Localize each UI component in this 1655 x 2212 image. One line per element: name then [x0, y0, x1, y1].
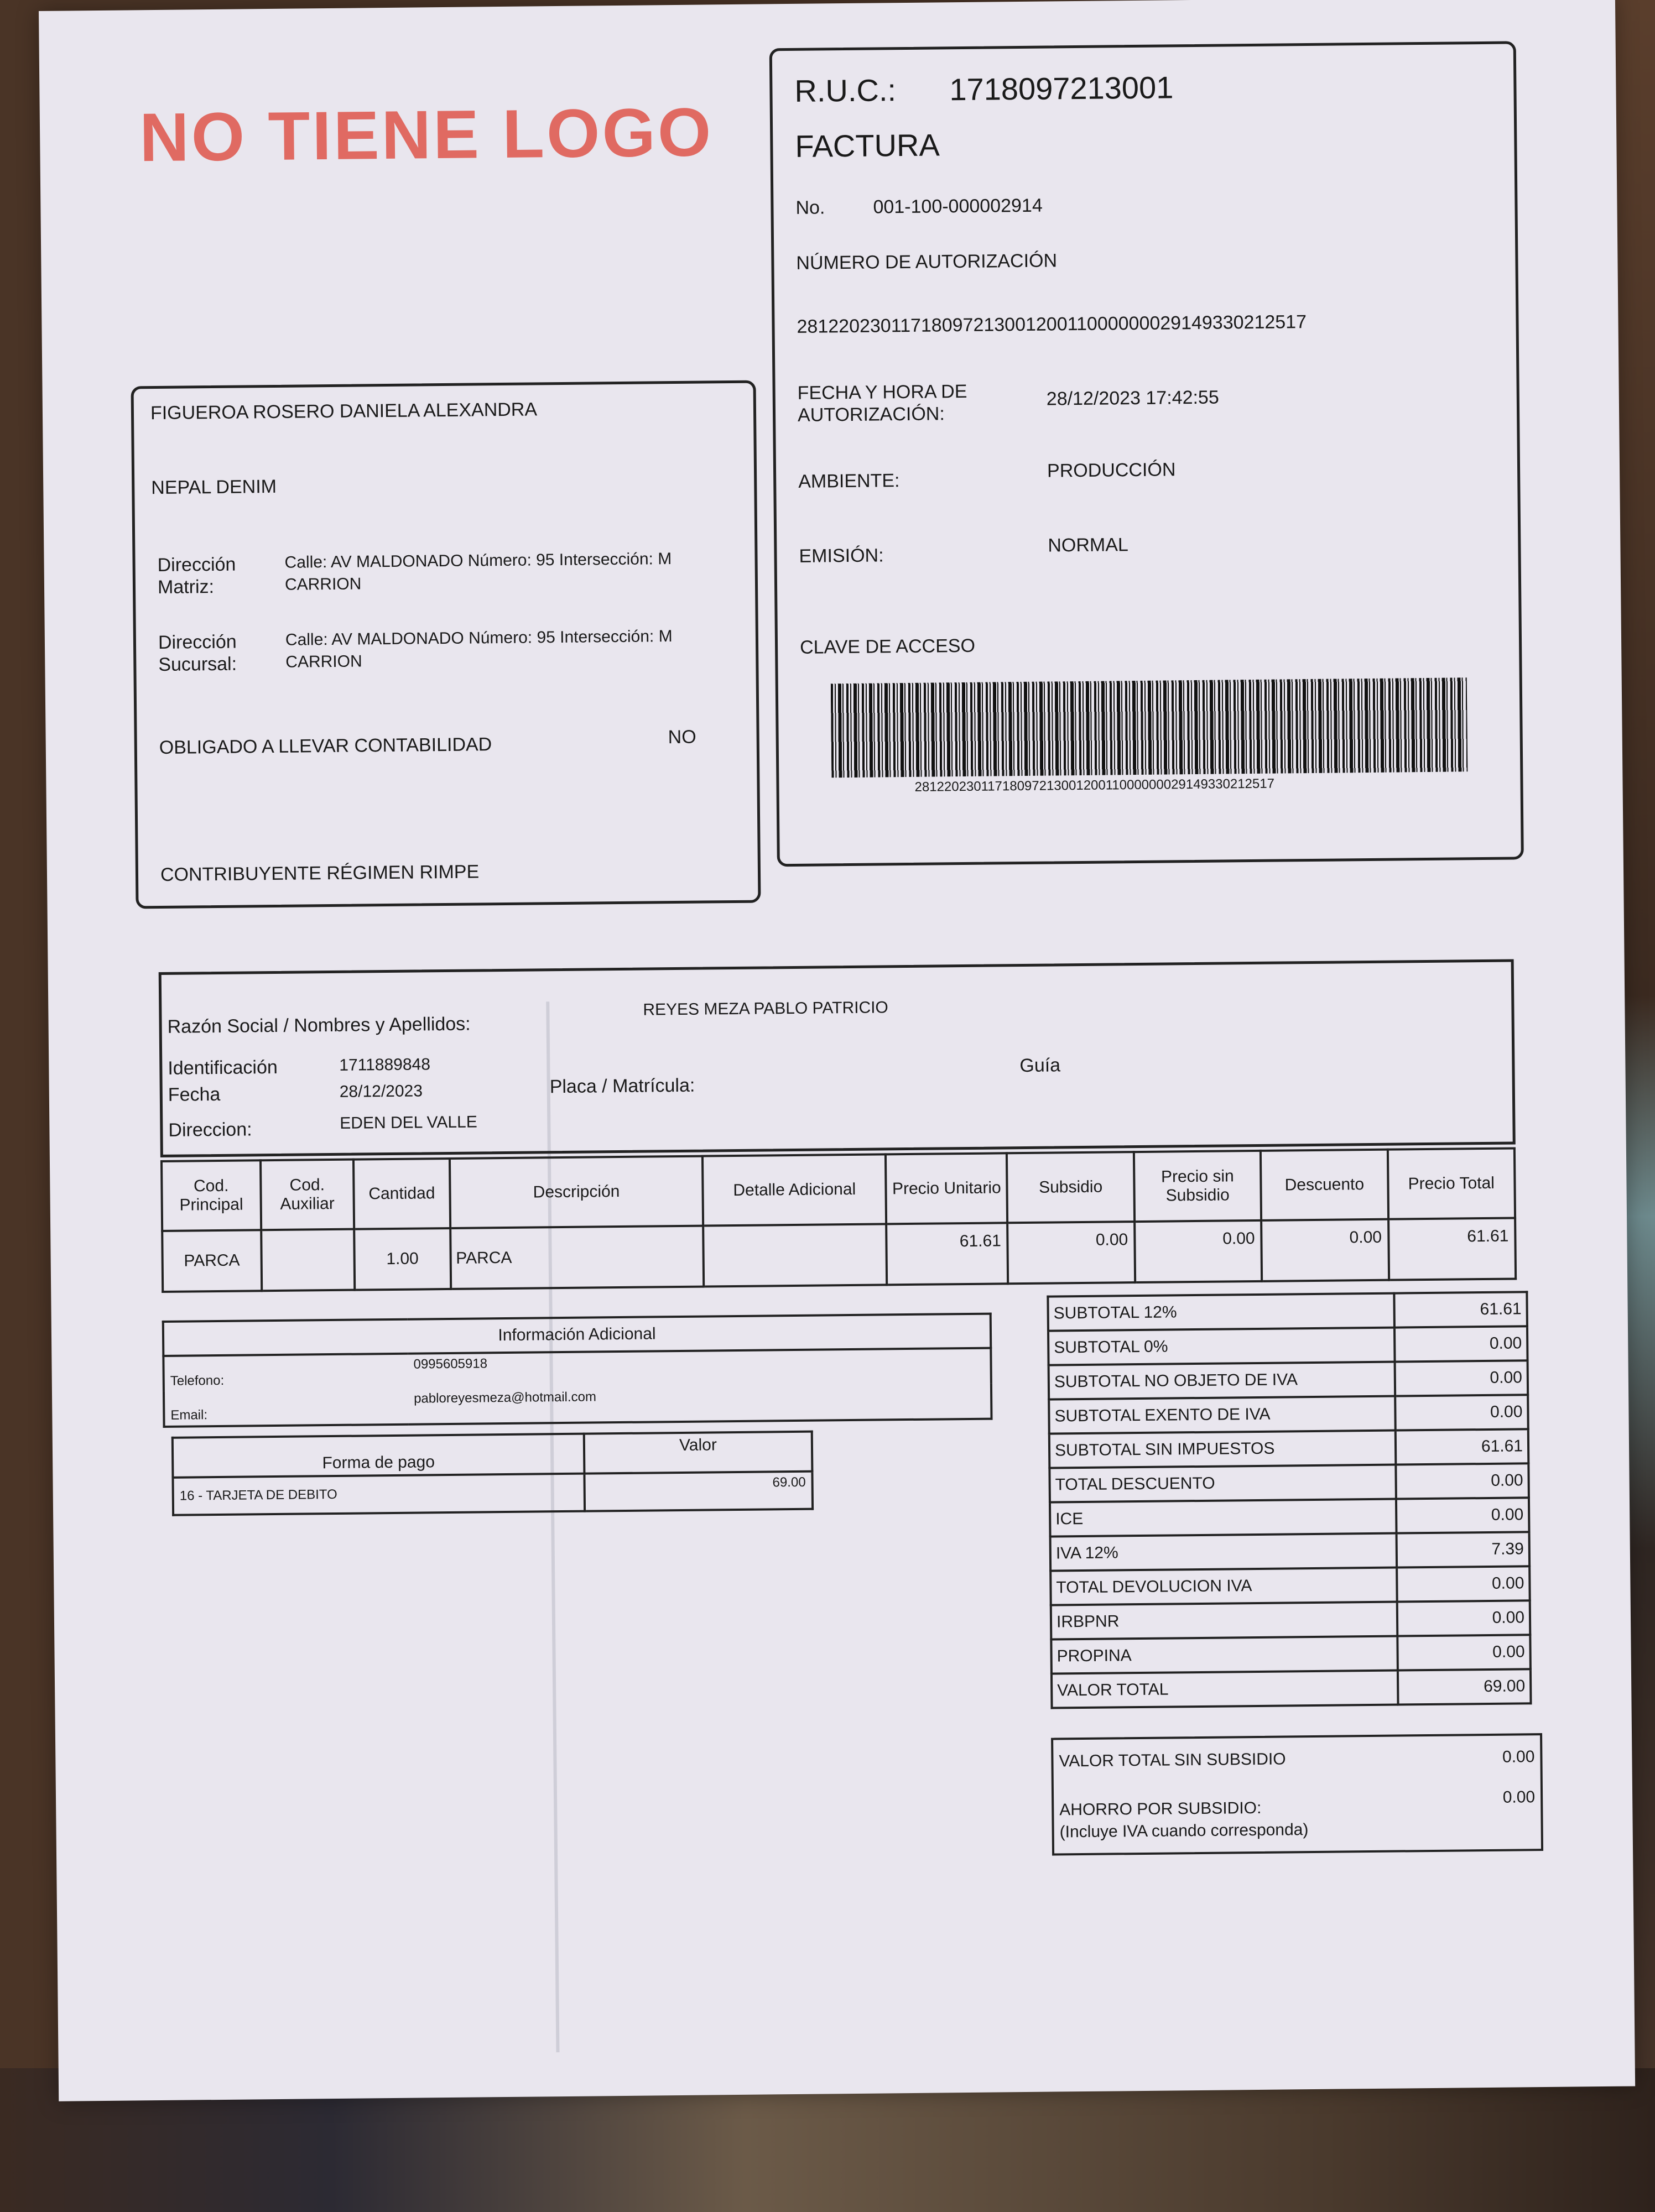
fecha-auth-value: 28/12/2023 17:42:55	[1046, 387, 1219, 410]
total-value: 0.00	[1397, 1566, 1530, 1601]
total-label: SUBTOTAL SIN IMPUESTOS	[1049, 1431, 1396, 1468]
total-value: 0.00	[1396, 1463, 1529, 1499]
total-value: 7.39	[1397, 1532, 1530, 1567]
barcode-number: 2812202301171809721300120011000000029149330212517	[914, 776, 1275, 795]
total-value: 0.00	[1397, 1600, 1531, 1636]
totales-row	[1051, 1600, 1531, 1639]
cell-precio-unitario: 61.61	[886, 1223, 1008, 1285]
cell-precio-sin-subsidio: 0.00	[1134, 1220, 1262, 1282]
total-value: 0.00	[1395, 1395, 1528, 1430]
total-label: IRBPNR	[1051, 1602, 1398, 1640]
total-value: 0.00	[1394, 1326, 1528, 1361]
col-cantidad: Cantidad	[353, 1159, 450, 1229]
forma-pago-label: Forma de pago	[173, 1434, 585, 1478]
total-label: VALOR TOTAL	[1052, 1671, 1398, 1708]
totales-row	[1049, 1360, 1528, 1399]
fecha-label: Fecha	[168, 1083, 221, 1105]
email-value: pabloreyesmeza@hotmail.com	[408, 1384, 992, 1425]
total-label: PROPINA	[1051, 1636, 1398, 1674]
info-adicional-title: Información Adicional	[163, 1314, 991, 1356]
valor-sin-subsidio-value: 0.00	[1502, 1747, 1535, 1766]
totales-row	[1050, 1532, 1530, 1571]
totales-row	[1048, 1292, 1527, 1331]
direccion-label: Direccion:	[168, 1119, 252, 1141]
total-value: 0.00	[1396, 1498, 1529, 1533]
fecha-value: 28/12/2023	[339, 1082, 423, 1101]
total-label: ICE	[1050, 1499, 1397, 1537]
fecha-auth-label-1: FECHA Y HORA DE	[797, 380, 967, 404]
pago-valor: 69.00	[584, 1472, 813, 1511]
total-value: 0.00	[1395, 1360, 1528, 1396]
total-value: 69.00	[1398, 1669, 1531, 1704]
telefono-label: Telefono:	[163, 1354, 408, 1391]
ahorro-value: 0.00	[1502, 1788, 1536, 1807]
ambiente-label: AMBIENTE:	[798, 470, 900, 492]
matriz-line-2: CARRION	[284, 575, 362, 594]
matriz-line-1: Calle: AV MALDONADO Número: 95 Intersección: M	[284, 550, 672, 572]
matriz-label-1: Dirección	[157, 554, 236, 576]
valor-sin-subsidio-label: VALOR TOTAL SIN SUBSIDIO	[1059, 1750, 1286, 1771]
regimen: CONTRIBUYENTE RÉGIMEN RIMPE	[160, 861, 480, 885]
totales-row	[1050, 1498, 1529, 1536]
totales-row	[1051, 1635, 1531, 1673]
total-label: SUBTOTAL EXENTO DE IVA	[1049, 1396, 1396, 1434]
empresa-box	[131, 380, 761, 909]
clave-label: CLAVE DE ACCESO	[799, 635, 976, 658]
cell-cod-principal: PARCA	[162, 1230, 262, 1292]
ahorro-label: AHORRO POR SUBSIDIO:	[1059, 1798, 1262, 1819]
autorizacion-value: 2812202301171809721300120011000000029149330212517	[797, 311, 1307, 337]
direccion-value: EDEN DEL VALLE	[340, 1113, 477, 1133]
total-label: SUBTOTAL 12%	[1048, 1293, 1394, 1331]
table-row	[162, 1218, 1516, 1291]
items-header-row	[162, 1148, 1515, 1230]
totales-row	[1052, 1669, 1531, 1708]
emision-label: EMISIÓN:	[799, 545, 884, 567]
info-adicional-table	[162, 1313, 993, 1428]
placa-label: Placa / Matrícula:	[549, 1074, 695, 1098]
cell-cantidad: 1.00	[354, 1228, 451, 1290]
col-cod-auxiliar: Cod. Auxiliar	[261, 1160, 355, 1230]
id-value: 1711889848	[339, 1055, 431, 1074]
ambiente-value: PRODUCCIÓN	[1047, 459, 1176, 482]
subsidio-box	[1051, 1733, 1543, 1856]
contabilidad-label: OBLIGADO A LLEVAR CONTABILIDAD	[159, 734, 492, 758]
logo-placeholder: NO TIENE LOGO	[139, 94, 714, 176]
ahorro-note: (Incluye IVA cuando corresponda)	[1059, 1820, 1309, 1841]
totales-row	[1049, 1395, 1528, 1433]
sucursal-label-1: Dirección	[158, 631, 237, 653]
barcode	[831, 677, 1468, 778]
col-descuento: Descuento	[1261, 1150, 1388, 1220]
col-cod-principal: Cod. Principal	[162, 1160, 261, 1231]
cliente-box	[159, 959, 1516, 1157]
valor-label: Valor	[584, 1432, 813, 1474]
cell-subsidio: 0.00	[1008, 1222, 1135, 1284]
total-label: TOTAL DEVOLUCION IVA	[1050, 1568, 1397, 1605]
forma-pago-table	[171, 1431, 814, 1516]
col-precio-sin-subsidio: Precio sin Subsidio	[1134, 1151, 1262, 1222]
guia-label: Guía	[1019, 1055, 1061, 1077]
items-table	[160, 1147, 1517, 1293]
sucursal-label-2: Sucursal:	[158, 653, 237, 675]
cell-precio-total: 61.61	[1388, 1218, 1516, 1280]
telefono-value: 0995605918	[408, 1348, 991, 1389]
total-value: 61.61	[1394, 1292, 1527, 1327]
cell-descripcion: PARCA	[450, 1226, 704, 1289]
empresa-comercial: NEPAL DENIM	[151, 476, 277, 499]
doc-type: FACTURA	[795, 127, 940, 164]
empresa-nombre: FIGUEROA ROSERO DANIELA ALEXANDRA	[150, 399, 538, 424]
fecha-auth-label-2: AUTORIZACIÓN:	[797, 403, 945, 426]
ruc-value: 1718097213001	[949, 70, 1174, 107]
totales-row	[1048, 1326, 1528, 1365]
razon-label: Razón Social / Nombres y Apellidos:	[167, 1013, 471, 1037]
totales-row	[1050, 1566, 1530, 1605]
total-label: SUBTOTAL NO OBJETO DE IVA	[1049, 1362, 1396, 1400]
cell-cod-auxiliar	[261, 1229, 355, 1291]
matriz-label-2: Matriz:	[157, 576, 215, 598]
numero-value: 001-100-000002914	[873, 195, 1043, 218]
id-label: Identificación	[168, 1056, 278, 1079]
cell-descuento: 0.00	[1261, 1219, 1388, 1281]
email-label: Email:	[164, 1389, 409, 1427]
totales-row	[1049, 1429, 1529, 1468]
col-detalle: Detalle Adicional	[702, 1154, 886, 1225]
total-value: 61.61	[1396, 1429, 1529, 1464]
emision-value: NORMAL	[1048, 534, 1129, 556]
total-label: TOTAL DESCUENTO	[1049, 1465, 1396, 1503]
col-subsidio: Subsidio	[1007, 1152, 1134, 1223]
total-label: SUBTOTAL 0%	[1048, 1328, 1395, 1365]
col-descripcion: Descripción	[450, 1156, 704, 1228]
col-precio-total: Precio Total	[1387, 1148, 1515, 1219]
col-precio-unitario: Precio Unitario	[886, 1153, 1007, 1224]
cell-detalle	[704, 1224, 887, 1286]
ruc-label: R.U.C.:	[794, 72, 897, 108]
invoice-paper	[39, 0, 1635, 2101]
total-label: IVA 12%	[1050, 1533, 1397, 1571]
autorizacion-label: NÚMERO DE AUTORIZACIÓN	[796, 250, 1058, 274]
sucursal-line-2: CARRION	[285, 652, 362, 671]
numero-label: No.	[795, 197, 825, 218]
razon-value: REYES MEZA PABLO PATRICIO	[643, 998, 888, 1019]
totales-row	[1049, 1463, 1529, 1502]
total-value: 0.00	[1397, 1635, 1531, 1670]
contabilidad-value: NO	[668, 726, 696, 748]
sucursal-line-1: Calle: AV MALDONADO Número: 95 Intersección: M	[285, 627, 673, 649]
forma-pago-value: 16 - TARJETA DE DEBITO	[173, 1474, 585, 1515]
totales-table	[1047, 1291, 1532, 1709]
